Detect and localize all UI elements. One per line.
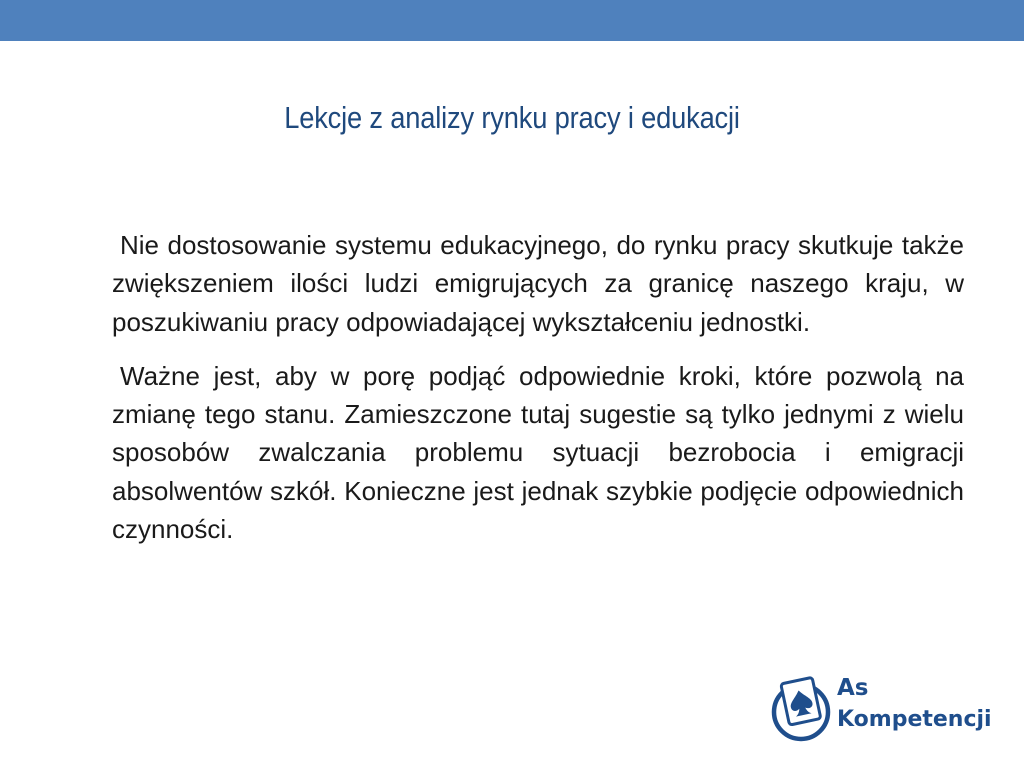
top-header-bar: [0, 0, 1024, 41]
slide-body: [112, 226, 964, 564]
slide-title: Lekcje z analizy rynku pracy i edukacji: [284, 100, 740, 135]
paragraph-2: Ważne jest, aby w porę podjąć odpowiednie kroki, które pozwolą na zmianę tego stanu. Zamieszczone tutaj sugestie są tylko jednymi z wielu sposobów zwalczania problemu sytuacji bezrobocia i emigracji absolwentów szkół. Konieczne jest jednak szybkie podjęcie odpowiednich czynności.: [112, 360, 964, 545]
paragraph-1: Nie dostosowanie systemu edukacyjnego, do rynku pracy skutkuje także zwiększeniem ilości ludzi emigrujących za granicę naszego kraju, w poszukiwaniu pracy odpowiadającej wykształceniu jednostki.: [112, 230, 964, 337]
logo-text-kompetencji: Kompetencji: [837, 707, 992, 732]
as-kompetencji-logo: [768, 670, 998, 746]
spade-card-icon: [768, 670, 832, 746]
logo-text-as: As: [837, 675, 869, 701]
